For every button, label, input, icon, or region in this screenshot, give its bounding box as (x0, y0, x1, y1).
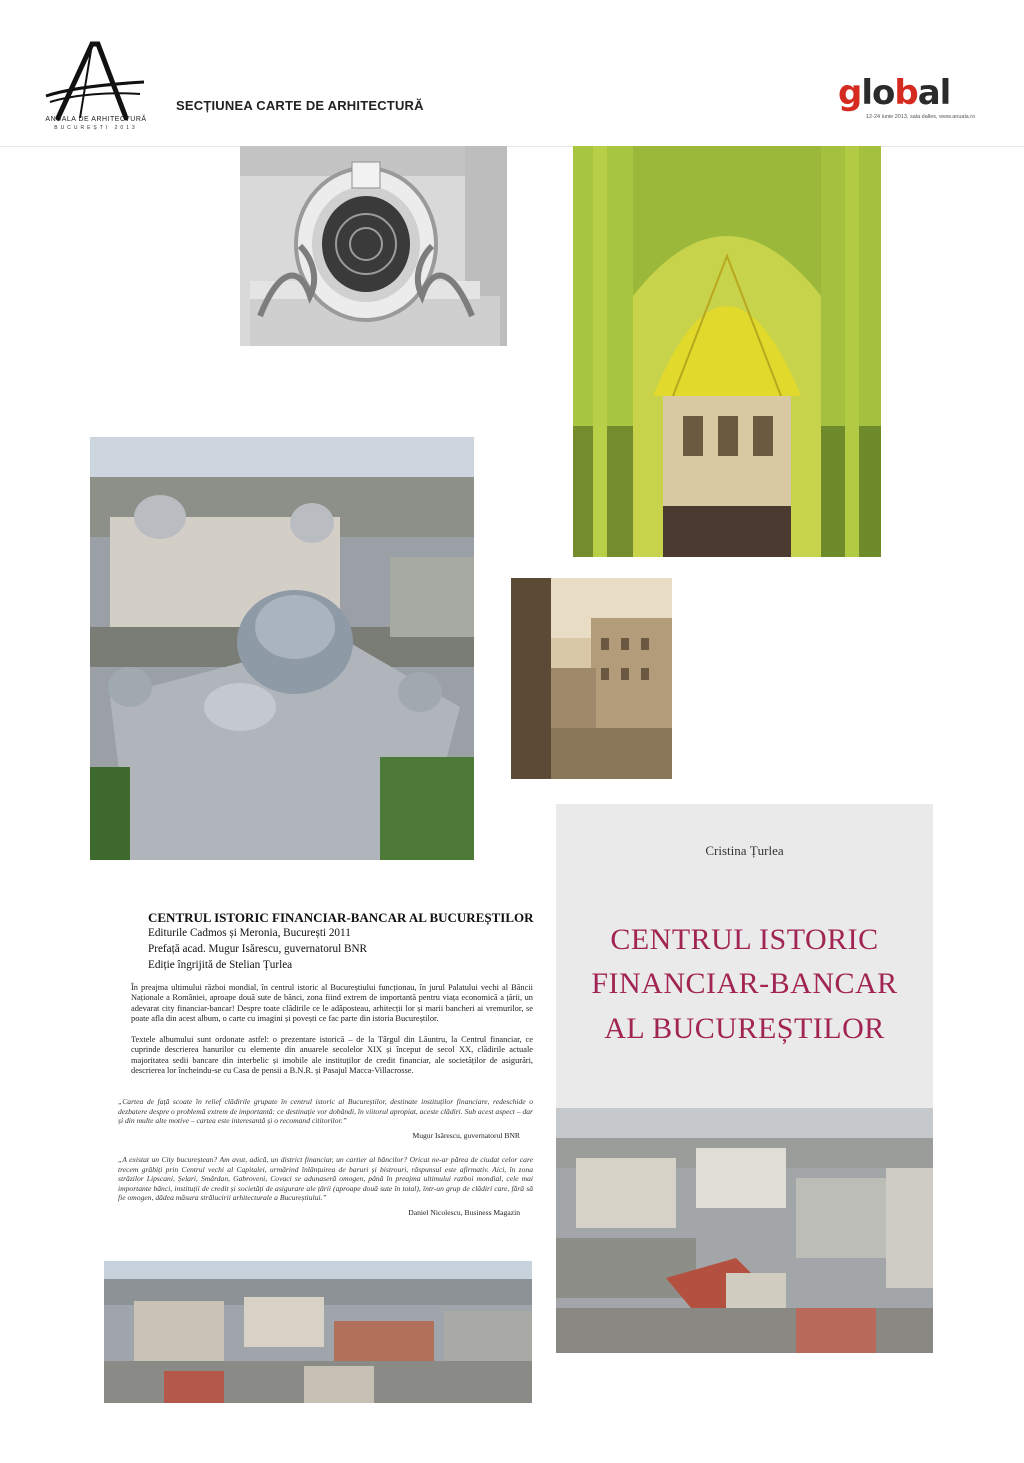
cover-title-line1: CENTRUL ISTORIC (610, 923, 879, 956)
book-paragraph-1: În preajma ultimului război mondial, în centrul istoric al Bucureștiului funcționau, în jurul Palatului vechi al Băncii Naționale a României, aproape două sute de bănci, zona fiind extrem de importantă pentru viața economică a țării, un adevarat city financiar-bancar! Despre toate clădirile ce le adăposteau, arhitecții lor și marii bancheri ai vremurilor, se poate afla din acest album, o carte cu imagini și povești ce fac parte din istoria Bucureștilor. (131, 983, 533, 1024)
anuala-logo-icon (40, 38, 150, 128)
cover-city-photo (556, 1108, 933, 1353)
city-panorama-photo (104, 1261, 532, 1403)
book-preface: Prefață acad. Mugur Isărescu, guvernatorul BNR (148, 943, 368, 955)
sepia-street-photo (511, 578, 672, 779)
book-edition: Ediție îngrijită de Stelian Țurlea (148, 959, 293, 971)
global-logo (838, 73, 951, 113)
book-title: CENTRUL ISTORIC FINANCIAR-BANCAR AL BUCUREȘTILOR (148, 910, 534, 925)
cover-title-line3: AL BUCUREȘTILOR (604, 1012, 885, 1045)
quote-2: „A existat un City bucureștean? Am avut, adică, un district financiar, un cartier al băncilor? Oricat ne-ar părea de ciudat celor care trecem grăbiți prin Centrul vechi al Capitalei, urmărind înlănțuirea de baruri și bistrouri, răspunsul este afirmativ. Aici, în zona străzilor Lipscani, Șelari, Smârdan, Gabroveni, Covaci se adunaseră omogen, până în preajma ultimului razboi mondial, cele mai importante bănci, instituții de credit și societăți de asigurare ale țării (aproape două sute în total), într-un grup de clădiri care, fără să fie omogen, dădea măsura strălucirii arhitecturale a Bucureștiului.” (118, 1155, 533, 1203)
book-paragraph-2: Textele albumului sunt ordonate astfel: o prezentare istorică – de la Târgul din Lăuntru, la Centrul financiar, ce cuprinde descrierea hanurilor cu elemente din anuarele secolelor XIX și început de secol XX, clădirile actuale majoritatea sedii bancare din interbelic și imobile ale instituților de credit financiar, ale societăților de asigurări, descrierea lor încheindu-se cu Casa de pensii a B.N.R. și Pasajul Macca-Villacrosse. (131, 1035, 533, 1076)
cec-palace-aerial-photo (90, 437, 474, 860)
arcade-passage-photo (573, 146, 881, 557)
book-publisher: Editurile Cadmos și Meronia, București 2011 (148, 927, 351, 939)
quote-2-source: Daniel Nicolescu, Business Magazin (408, 1208, 520, 1217)
logo-line2: BUCUREȘTI 2013 (54, 125, 138, 131)
quote-1-source: Mugur Isărescu, guvernatorul BNR (412, 1131, 520, 1140)
logo-b: b (894, 73, 918, 113)
logo-lo: lo (861, 73, 895, 113)
ornament-window-photo (240, 146, 507, 346)
logo-g: g (838, 73, 862, 113)
global-subtitle: 12-24 iunie 2013, sala dalles, www.anuala.ro (866, 114, 976, 120)
cover-author: Cristina Țurlea (705, 843, 784, 858)
section-title: SECȚIUNEA CARTE DE ARHITECTURĂ (176, 98, 424, 113)
logo-line1: ANUALA DE ARHITECTURĂ (45, 116, 147, 123)
quote-1: „Cartea de față scoate în relief clădirile grupate în centrul istoric al Bucureștilor, destinate instituților financiare, redeschide o dezbatere despre o problemă extrem de importantă: ce destinație vor dobândi, în viitorul apropiat, aceste clădiri. Sub acest aspect – dar și din multe alte motive – cartea este interesantă și o recomand cititorilor.” (118, 1097, 533, 1126)
cover-title-line2: FINANCIAR-BANCAR (591, 967, 898, 1000)
logo-al: al (917, 73, 951, 113)
